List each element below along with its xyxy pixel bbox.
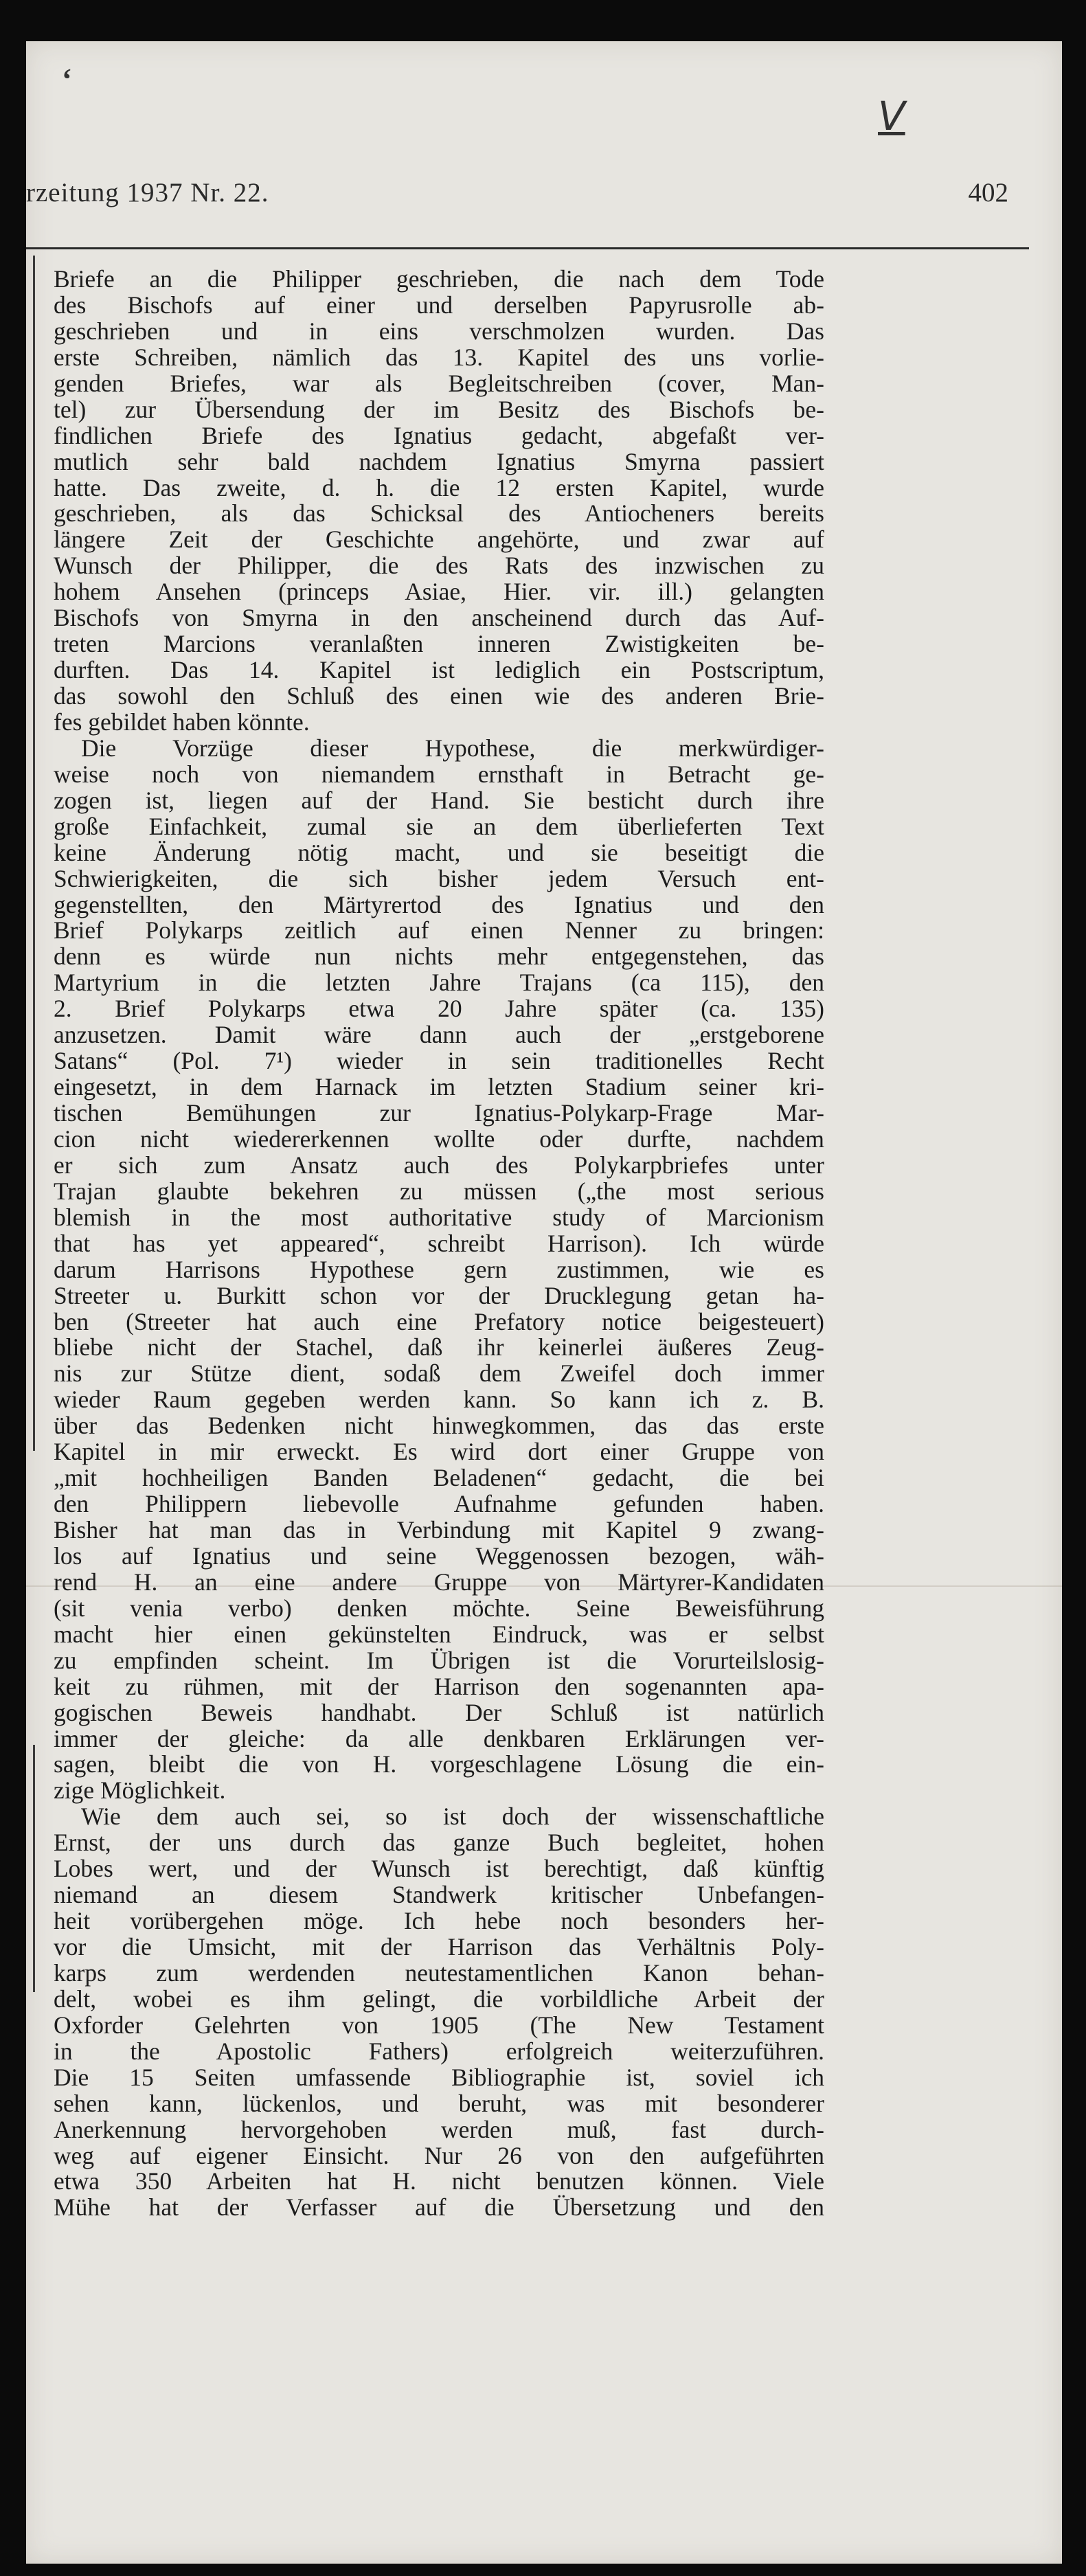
text-line: tel) zur Übersendung der im Besitz des Bischofs be-: [54, 395, 824, 423]
text-line: Ernst, der uns durch das ganze Buch begleitet, hohen: [54, 1829, 824, 1857]
text-line: niemand an diesem Standwerk kritischer Unbefangen-: [54, 1881, 824, 1909]
text-line: Brief Polykarps zeitlich auf einen Nenner zu bringen:: [54, 916, 824, 945]
text-line: keine Änderung nötig macht, und sie beseitigt die: [54, 838, 824, 866]
text-line: weg auf eigener Einsicht. Nur 26 von den aufgeführten: [54, 2141, 824, 2169]
text-line: den Philippern liebevolle Aufnahme gefunden haben.: [54, 1490, 824, 1518]
text-line: über das Bedenken nicht hinwegkommen, das das erste: [54, 1412, 824, 1440]
text-line: (sit venia verbo) denken möchte. Seine Beweisführung: [54, 1594, 824, 1622]
article-text: [54, 267, 824, 2221]
text-line: karps zum werdenden neutestamentlichen Kanon behan-: [54, 1958, 824, 1987]
text-line: denn es würde nun nichts mehr entgegenstehen, das: [54, 942, 824, 971]
text-line: Die Vorzüge dieser Hypothese, die merkwürdiger-: [81, 734, 824, 762]
text-line: vor die Umsicht, mit der Harrison das Verhältnis Poly-: [54, 1933, 824, 1961]
text-line: mutlich sehr bald nachdem Ignatius Smyrna passiert: [54, 447, 824, 475]
text-line: fes gebildet haben könnte.: [54, 708, 310, 736]
text-line: weise noch von niemandem ernsthaft in Betracht ge-: [54, 760, 824, 788]
text-line: Schwierigkeiten, die sich bisher jedem Versuch ent-: [54, 864, 824, 892]
text-line: that has yet appeared“, schreibt Harrison). Ich würde: [54, 1229, 824, 1257]
text-line: treten Marcions veranlaßten inneren Zwistigkeiten be-: [54, 630, 824, 658]
text-line: Trajan glaubte bekehren zu müssen („the most serious: [54, 1177, 824, 1205]
text-line: Satans“ (Pol. 7¹) wieder in sein traditionelles Recht: [54, 1047, 824, 1075]
header-rule: [26, 247, 1029, 249]
text-line: geschrieben, als das Schicksal des Antiocheners bereits: [54, 499, 824, 528]
text-line: Mühe hat der Verfasser auf die Übersetzung und den: [54, 2193, 824, 2222]
text-line: sagen, bleibt die von H. vorgeschlagene Lösung die ein-: [54, 1750, 824, 1778]
text-line: anzusetzen. Damit wäre dann auch der „erstgeborene: [54, 1021, 824, 1049]
text-line: blemish in the most authoritative study of Marcionism: [54, 1203, 824, 1231]
text-line: hohem Ansehen (princeps Asiae, Hier. vir. ill.) gelangten: [54, 578, 824, 606]
text-line: große Einfachkeit, zumal sie an dem überlieferten Text: [54, 812, 824, 840]
page-number: 402: [968, 178, 1008, 207]
text-line: gogischen Beweis handhabt. Der Schluß ist natürlich: [54, 1698, 824, 1726]
text-line: Wunsch der Philipper, die des Rats des inzwischen zu: [54, 552, 824, 580]
document-page: [26, 41, 1062, 2564]
text-line: Briefe an die Philipper geschrieben, die nach dem Tode: [54, 265, 824, 293]
text-line: hatte. Das zweite, d. h. die 12 ersten Kapitel, wurde: [54, 473, 824, 501]
text-line: sehen kann, lückenlos, und beruht, was mit besonderer: [54, 2089, 824, 2117]
text-line: heit vorübergehen möge. Ich hebe noch besonders her-: [54, 1907, 824, 1935]
text-line: Oxforder Gelehrten von 1905 (The New Testament: [54, 2011, 824, 2039]
text-line: immer der gleiche: da alle denkbaren Erklärungen ver-: [54, 1724, 824, 1752]
text-line: das sowohl den Schluß des einen wie des anderen Brie-: [54, 682, 824, 710]
text-line: nis zur Stütze dient, sodaß dem Zweifel doch immer: [54, 1359, 824, 1388]
text-line: Wie dem auch sei, so ist doch der wissenschaftliche: [81, 1803, 824, 1831]
journal-title: rzeitung 1937 Nr. 22.: [26, 178, 269, 207]
text-line: Die 15 Seiten umfassende Bibliographie ist, soviel ich: [54, 2063, 824, 2091]
text-line: eingesetzt, in dem Harnack im letzten Stadium seiner kri-: [54, 1073, 824, 1101]
text-line: findlichen Briefe des Ignatius gedacht, abgefaßt ver-: [54, 421, 824, 449]
text-line: Anerkennung hervorgehoben werden muß, fast durch-: [54, 2115, 824, 2143]
text-line: darum Harrisons Hypothese gern zustimmen, wie es: [54, 1255, 824, 1283]
text-line: delt, wobei es ihm gelingt, die vorbildliche Arbeit der: [54, 1985, 824, 2013]
text-line: er sich zum Ansatz auch des Polykarpbriefes unter: [54, 1151, 824, 1179]
text-line: cion nicht wiedererkennen wollte oder durfte, nachdem: [54, 1125, 824, 1153]
text-line: durften. Das 14. Kapitel ist lediglich ein Postscriptum,: [54, 656, 824, 684]
archive-number-mark: V: [878, 93, 905, 139]
ink-mark: ‘: [62, 63, 72, 96]
text-line: rend H. an eine andere Gruppe von Märtyrer-Kandidaten: [54, 1568, 824, 1596]
text-line: des Bischofs auf einer und derselben Papyrusrolle ab-: [54, 291, 824, 319]
text-line: keit zu rühmen, mit der Harrison den sogenannten apa-: [54, 1672, 824, 1700]
text-line: längere Zeit der Geschichte angehörte, und zwar auf: [54, 526, 824, 554]
text-line: zogen ist, liegen auf der Hand. Sie besticht durch ihre: [54, 786, 824, 814]
text-line: geschrieben und in eins verschmolzen wurden. Das: [54, 317, 824, 345]
text-line: ben (Streeter hat auch eine Prefatory notice beigesteuert): [54, 1307, 824, 1335]
text-line: „mit hochheiligen Banden Beladenen“ gedacht, die bei: [54, 1464, 824, 1492]
text-line: Streeter u. Burkitt schon vor der Drucklegung getan ha-: [54, 1281, 824, 1309]
text-line: in the Apostolic Fathers) erfolgreich weiterzuführen.: [54, 2037, 824, 2065]
text-line: Martyrium in die letzten Jahre Trajans (ca 115), den: [54, 969, 824, 997]
text-line: etwa 350 Arbeiten hat H. nicht benutzen können. Viele: [54, 2167, 824, 2195]
text-line: gegenstellten, den Märtyrertod des Ignatius und den: [54, 890, 824, 918]
text-line: macht hier einen gekünstelten Eindruck, was er selbst: [54, 1620, 824, 1648]
text-line: Lobes wert, und der Wunsch ist berechtigt, daß künftig: [54, 1855, 824, 1883]
text-line: 2. Brief Polykarps etwa 20 Jahre später (ca. 135): [54, 995, 824, 1023]
text-line: tischen Bemühungen zur Ignatius-Polykarp-Frage Mar-: [54, 1099, 824, 1127]
text-line: zige Möglichkeit.: [54, 1776, 226, 1805]
column-rule: [33, 256, 35, 1451]
text-line: los auf Ignatius und seine Weggenossen bezogen, wäh-: [54, 1541, 824, 1570]
text-line: bliebe nicht der Stachel, daß ihr keinerlei äußeres Zeug-: [54, 1333, 824, 1362]
text-line: wieder Raum gegeben werden kann. So kann ich z. B.: [54, 1386, 824, 1414]
text-line: Bisher hat man das in Verbindung mit Kapitel 9 zwang-: [54, 1516, 824, 1544]
text-line: erste Schreiben, nämlich das 13. Kapitel des uns vorlie-: [54, 343, 824, 371]
text-line: genden Briefes, war als Begleitschreiben (cover, Man-: [54, 369, 824, 397]
text-line: zu empfinden scheint. Im Übrigen ist die Vorurteilslosig-: [54, 1646, 824, 1674]
page-header: [26, 170, 1008, 212]
text-line: Bischofs von Smyrna in den anscheinend durch das Auf-: [54, 604, 824, 632]
text-line: Kapitel in mir erweckt. Es wird dort einer Gruppe von: [54, 1438, 824, 1466]
column-rule-lower: [33, 1745, 35, 1992]
